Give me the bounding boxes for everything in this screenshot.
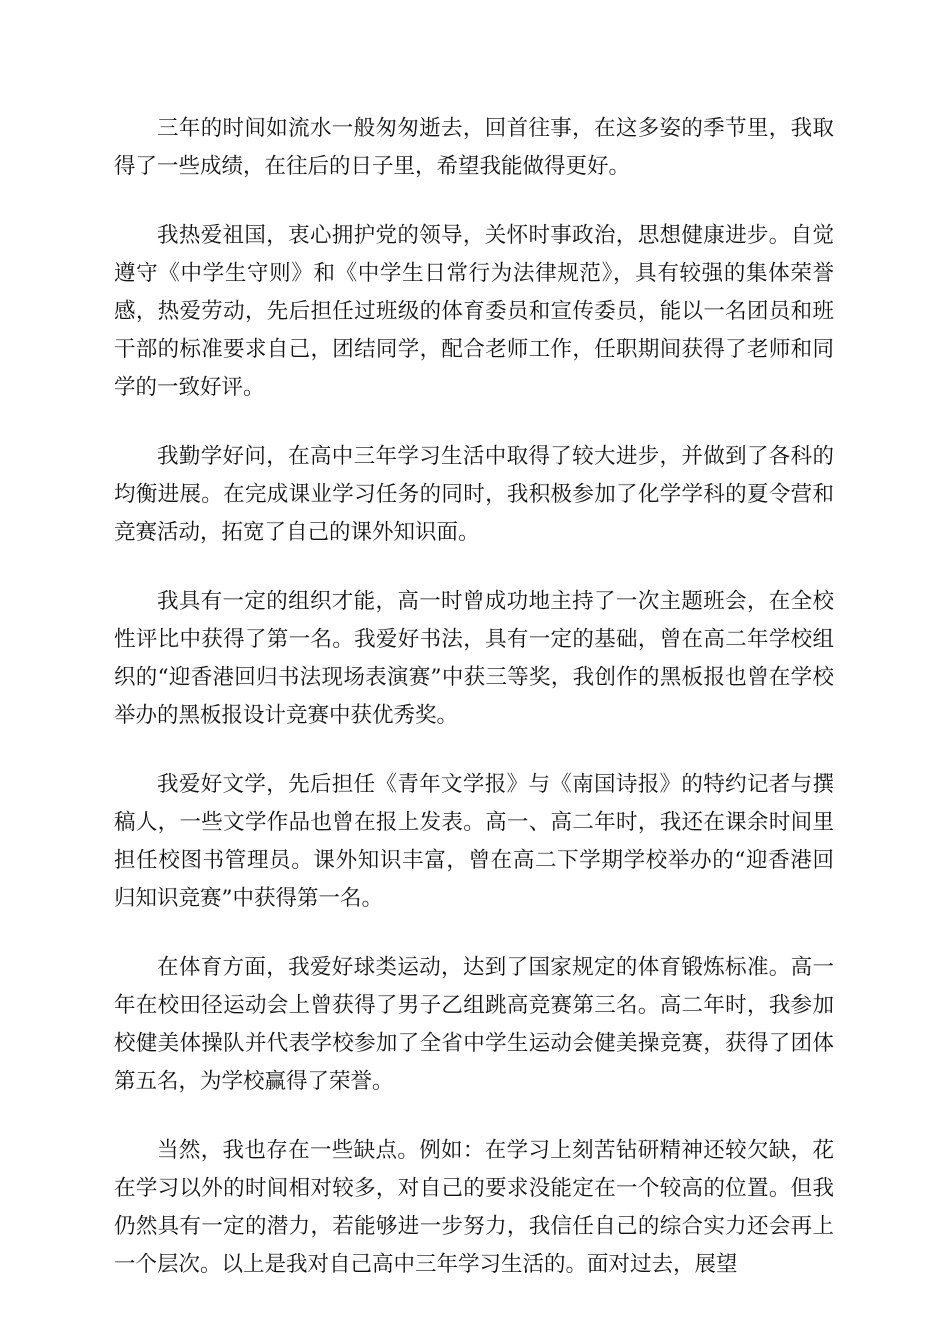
document-page bbox=[114, 110, 834, 1284]
paragraph-shortcomings: 当然，我也存在一些缺点。例如：在学习上刻苦钻研精神还较欠缺，花在学习以外的时间相对较多，对自己的要求没能定在一个较高的位置。但我仍然具有一定的潜力，若能够进一步努力，我信任自己的综合实力还会再上一个层次。以上是我对自己高中三年学习生活的。面对过去，展望 bbox=[114, 1138, 834, 1277]
paragraph-sports: 在体育方面，我爱好球类运动，达到了国家规定的体育锻炼标准。高一年在校田径运动会上曾获得了男子乙组跳高竞赛第三名。高二年时，我参加校健美体操队并代表学校参加了全省中学生运动会健美操竞赛，获得了团体第五名，为学校赢得了荣誉。 bbox=[114, 955, 834, 1094]
paragraph-intro: 三年的时间如流水一般匆匆逝去，回首往事，在这多姿的季节里，我取得了一些成绩，在往后的日子里，希望我能做得更好。 bbox=[114, 116, 834, 179]
paragraph-patriotism: 我热爱祖国，衷心拥护党的领导，关怀时事政治，思想健康进步。自觉遵守《中学生守则》和《中学生日常行为法律规范》，具有较强的集体荣誉感，热爱劳动，先后担任过班级的体育委员和宣传委员，能以一名团员和班干部的标准要求自己，团结同学，配合老师工作，任职期间获得了老师和同学的一致好评。 bbox=[114, 223, 834, 400]
paragraph-organization: 我具有一定的组织才能，高一时曾成功地主持了一次主题班会，在全校性评比中获得了第一名。我爱好书法，具有一定的基础，曾在高二年学校组织的“迎香港回归书法现场表演赛”中获三等奖，我创作的黑板报也曾在学校举办的黑板报设计竞赛中获优秀奖。 bbox=[114, 589, 834, 728]
paragraph-study: 我勤学好问，在高中三年学习生活中取得了较大进步，并做到了各科的均衡进展。在完成课业学习任务的同时，我积极参加了化学学科的夏令营和竞赛活动，拓宽了自己的课外知识面。 bbox=[114, 444, 834, 545]
paragraph-literature: 我爱好文学，先后担任《青年文学报》与《南国诗报》的特约记者与撰稿人，一些文学作品也曾在报上发表。高一、高二年时，我还在课余时间里担任校图书管理员。课外知识丰富，曾在高二下学期学校举办的“迎香港回归知识竞赛”中获得第一名。 bbox=[114, 772, 834, 911]
